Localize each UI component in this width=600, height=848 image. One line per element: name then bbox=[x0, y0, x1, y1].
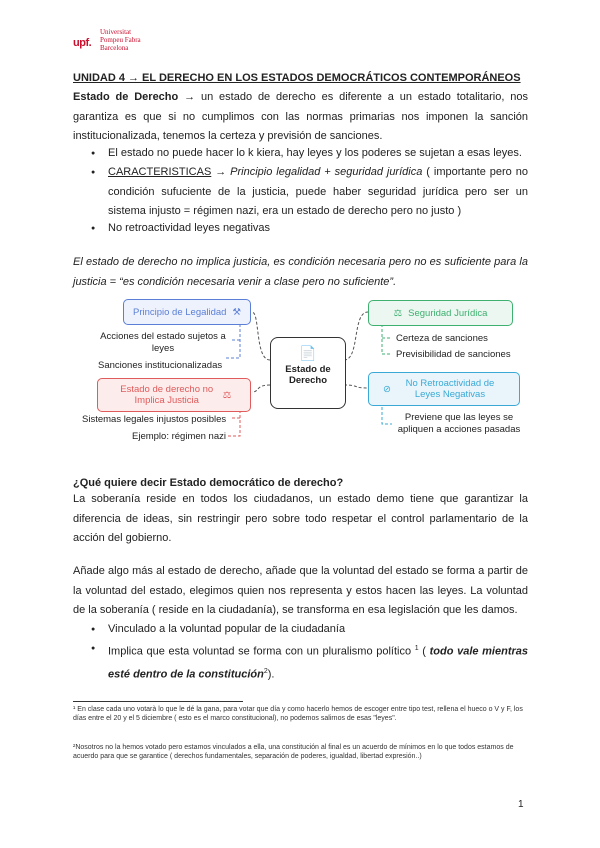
characteristics-label: CARACTERISTICAS bbox=[108, 166, 212, 178]
leaf-sistemas: Sistemas legales injustos posibles bbox=[82, 414, 227, 425]
leaf-sanciones: Sanciones institucionalizadas bbox=[98, 360, 223, 371]
leaf-ejemplo: Ejemplo: régimen nazi bbox=[132, 431, 226, 442]
node-label: Principio de Legalidad bbox=[132, 306, 227, 318]
document-icon: 📄 bbox=[299, 345, 317, 361]
footnote-1: ¹ En clase cada uno votarà lo que le dé la gana, para votar que día y como hacerlo hemos de escoger entre tipo test, rellena el hueco o V y F, los días entre el 20 y el 5 diciembre ( esto es el marco constitucional), no podemos salirnos de esas "leyes". bbox=[73, 706, 523, 722]
ban-icon: ⊘ bbox=[383, 383, 391, 395]
center-node bbox=[270, 337, 346, 409]
node-no-implica-justicia bbox=[97, 378, 251, 412]
node-no-retroactividad bbox=[368, 372, 520, 406]
footnote-ref-1[interactable]: 1 bbox=[414, 645, 419, 652]
intro-rest: → un estado de derecho es diferente a un estado totalitario, nos garantiza es que si no cumplimos con las normas primarias nos imponen la sanción institucionalizada, tenemos la certeza y previsión de sanciones. bbox=[73, 91, 529, 142]
gavel-icon: ⚒ bbox=[232, 306, 241, 318]
pluralismo-text: Implica que esta voluntad se forma con un pluralismo político bbox=[108, 645, 415, 658]
logo-line-3: Barcelona bbox=[100, 44, 129, 52]
university-logo-mark: upf. bbox=[73, 37, 92, 49]
footnote-separator bbox=[73, 701, 243, 702]
node-seguridad-juridica bbox=[368, 300, 513, 326]
scales-icon: ⚖ bbox=[393, 307, 403, 319]
page-number: 1 bbox=[518, 799, 524, 810]
node-label: Seguridad Jurídica bbox=[408, 307, 488, 319]
node-label: No Retroactividad de Leyes Negativas bbox=[405, 378, 495, 400]
characteristics-arrow: → bbox=[211, 166, 231, 178]
bullet-item: ● El estado no puede hacer lo k kiera, hay leyes y los poderes se sujetan a esas leyes. bbox=[108, 144, 528, 164]
paragraph-voluntad: Añade algo más al estado de derecho, añade que la voluntad del estado se forma a partir de la voluntad del estado, elegimos quien nos representa y estos hacen las leyes. La voluntad de la soberanía ( reside en la ciudadanía), se transforma en esa legislación que les damos. bbox=[73, 565, 528, 616]
characteristics-rest: ( importante pero no condición sufuciente de la justicia, puede haber seguridad jurídica pero ser un sistema injusto = régimen nazi, era un estado de derecho pero no justo ) bbox=[108, 166, 528, 217]
logo-line-2: Pompeu Fabra bbox=[100, 36, 141, 44]
paragraph-soberania: La soberanía reside en todos los ciudadanos, un estado demo tiene que garantizar la diferencia de ideas, sin restringir pero sobre todo respetar el control parlamentario de la acción del gobierno. bbox=[73, 493, 528, 544]
node-label: Estado de derecho no Implica Justicia bbox=[120, 384, 214, 406]
footnote-2: ²Nosotros no la hemos votado pero estamos vinculados a ella, una constitución al final es un acuerdo de mínimos en lo que todos estamos de acuerdo para que se garantice ( derechos fundamentales, separación de poderes, igualdad, libertad expresión..) bbox=[73, 744, 514, 760]
unit-title: UNIDAD 4 → EL DERECHO EN LOS ESTADOS DEMOCRÁTICOS CONTEMPORÁNEOS bbox=[73, 72, 521, 84]
footnote-ref-2[interactable]: 2 bbox=[263, 668, 268, 676]
italic-paragraph: El estado de derecho no implica justicia, es condición necesaria pero no es suficiente para la justicia = “es condición necesaria venir a clase pero no suficiente”. bbox=[73, 256, 528, 288]
bullet-item: ● Vinculado a la voluntad popular de la ciudadanía bbox=[108, 620, 528, 640]
leaf-previene: Previene que las leyes se apliquen a acciones pasadas bbox=[397, 412, 521, 435]
pluralismo-bold: todo vale mientras esté dentro de la constitución bbox=[108, 645, 529, 681]
intro-bold: Estado de Derecho bbox=[73, 91, 179, 103]
bullet-item-pluralismo bbox=[108, 639, 528, 685]
pluralismo-end: ). bbox=[267, 668, 275, 681]
scales-icon: ⚖ bbox=[222, 389, 232, 401]
node-principio-legalidad bbox=[123, 299, 251, 325]
leaf-acciones: Acciones del estado sujetos a leyes bbox=[100, 331, 226, 354]
leaf-previsibilidad: Previsibilidad de sanciones bbox=[396, 349, 511, 360]
characteristics-italic: Principio legalidad + seguridad jurídica bbox=[230, 166, 423, 178]
center-label: Estado de Derecho bbox=[285, 364, 331, 386]
bullet-item: ● No retroactividad leyes negativas bbox=[108, 219, 528, 239]
pluralismo-mid: ( bbox=[418, 645, 430, 658]
logo-line-1: Universitat bbox=[100, 28, 132, 36]
leaf-certeza: Certeza de sanciones bbox=[396, 333, 488, 344]
question-heading: ¿Qué quiere decir Estado democrático de derecho? bbox=[73, 477, 344, 489]
